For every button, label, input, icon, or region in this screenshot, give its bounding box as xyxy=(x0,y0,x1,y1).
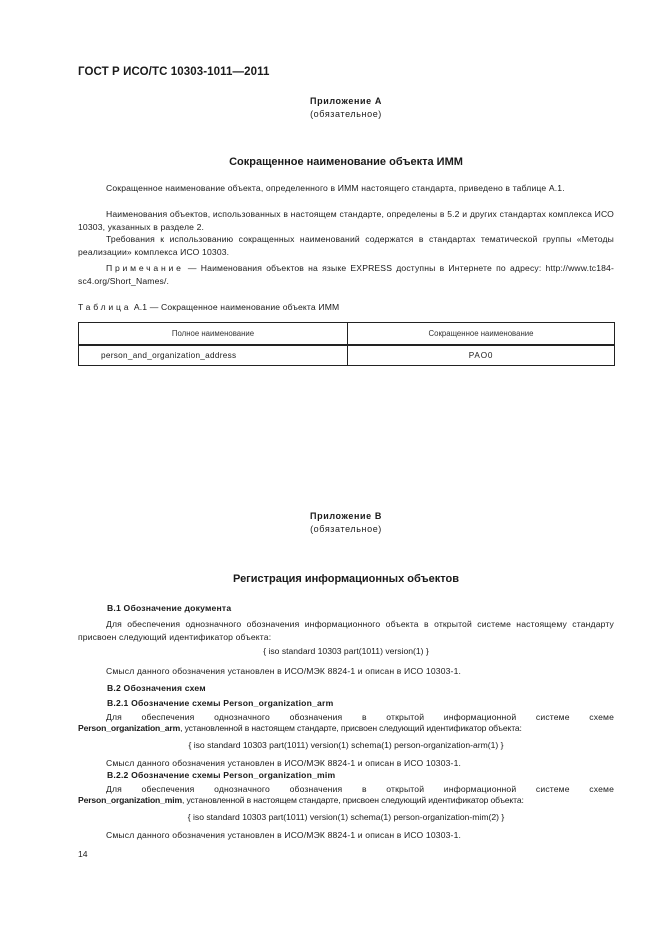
section-b1-text: Для обеспечения однозначного обозначения информационного объекта в открытой системе настоящему стандарту присвоен следующий идентификатор объекта: xyxy=(78,619,614,642)
section-b22-meaning: Смысл данного обозначения установлен в ИСО/МЭК 8824-1 и описан в ИСО 10303-1. xyxy=(106,830,462,840)
note-label: Примечание xyxy=(106,263,184,273)
section-b1-identifier: { iso standard 10303 part(1011) version(1) } xyxy=(263,646,429,656)
section-b1-heading: В.1 Обозначение документа xyxy=(107,603,232,613)
column-header-full-name: Полное наименование xyxy=(79,323,348,346)
short-names-table xyxy=(78,322,615,366)
annex-a-paragraph-2: Наименования объектов, использованных в настоящем стандарте, определены в 5.2 и других стандартах комплекса ИСО 10303, указанных в разделе 2. xyxy=(78,209,614,232)
document-standard-code: ГОСТ Р ИСО/ТС 10303-1011—2011 xyxy=(78,66,270,78)
section-b22-identifier: { iso standard 10303 part(1011) version(1) schema(1) person-organization-mim(2) } xyxy=(187,812,505,822)
section-b1-meaning: Смысл данного обозначения установлен в ИСО/МЭК 8824-1 и описан в ИСО 10303-1. xyxy=(106,666,462,676)
annex-a-status: (обязательное) xyxy=(310,109,382,119)
schema-name-arm: Person_organization_arm xyxy=(78,723,181,733)
page-number: 14 xyxy=(78,849,88,859)
table-header-row xyxy=(79,323,615,346)
annex-a-paragraph-3: Требования к использованию сокращенных наименований содержатся в стандартах тематической группы «Методы реализации» комплекса ИСО 10303. xyxy=(78,234,614,257)
section-b22-text-line1: Для обеспечения однозначного обозначения в открытой информационной системе схеме xyxy=(106,784,614,794)
table-caption: Таблица А.1 — Сокращенное наименование объекта ИММ xyxy=(78,302,340,312)
schema-name-mim: Person_organization_mim xyxy=(78,795,182,805)
annex-b-heading: Регистрация информационных объектов xyxy=(233,573,459,585)
annex-a-title: Приложение А xyxy=(310,96,382,106)
section-b22-text-line2: Person_organization_mim, установленной в настоящем стандарте, присвоен следующий идентификатор объекта: xyxy=(78,795,524,805)
note-text: — Наименования объектов на языке EXPRESS доступны в Интернете по адресу: http://www.tc184-sc4.org/Short_Names/. xyxy=(78,263,614,286)
annex-b-status: (обязательное) xyxy=(310,524,382,534)
section-b21-text-line1: Для обеспечения однозначного обозначения в открытой информационной системе схеме xyxy=(106,712,614,722)
table-row xyxy=(79,345,615,366)
section-b21-meaning: Смысл данного обозначения установлен в ИСО/МЭК 8824-1 и описан в ИСО 10303-1. xyxy=(106,758,462,768)
section-b2-heading: В.2 Обозначения схем xyxy=(107,683,206,693)
annex-b-title: Приложение В xyxy=(310,511,382,521)
section-b21-text-line2: Person_organization_arm, установленной в настоящем стандарте, присвоен следующий идентификатор объекта: xyxy=(78,723,522,733)
annex-a-paragraph-1: Сокращенное наименование объекта, определенного в ИММ настоящего стандарта, приведено в таблице А.1. xyxy=(106,183,565,193)
annex-a-heading: Сокращенное наименование объекта ИММ xyxy=(229,156,463,168)
cell-full-name: person_and_organization_address xyxy=(79,345,348,366)
annex-a-note xyxy=(78,262,614,288)
section-b21-heading: В.2.1 Обозначение схемы Person_organization_arm xyxy=(107,698,334,708)
section-b21-identifier: { iso standard 10303 part(1011) version(1) schema(1) person-organization-arm(1) } xyxy=(188,740,504,750)
section-b22-heading: В.2.2 Обозначение схемы Person_organization_mim xyxy=(107,770,336,780)
cell-short-name: PAO0 xyxy=(348,345,615,366)
column-header-short-name: Сокращенное наименование xyxy=(348,323,615,346)
